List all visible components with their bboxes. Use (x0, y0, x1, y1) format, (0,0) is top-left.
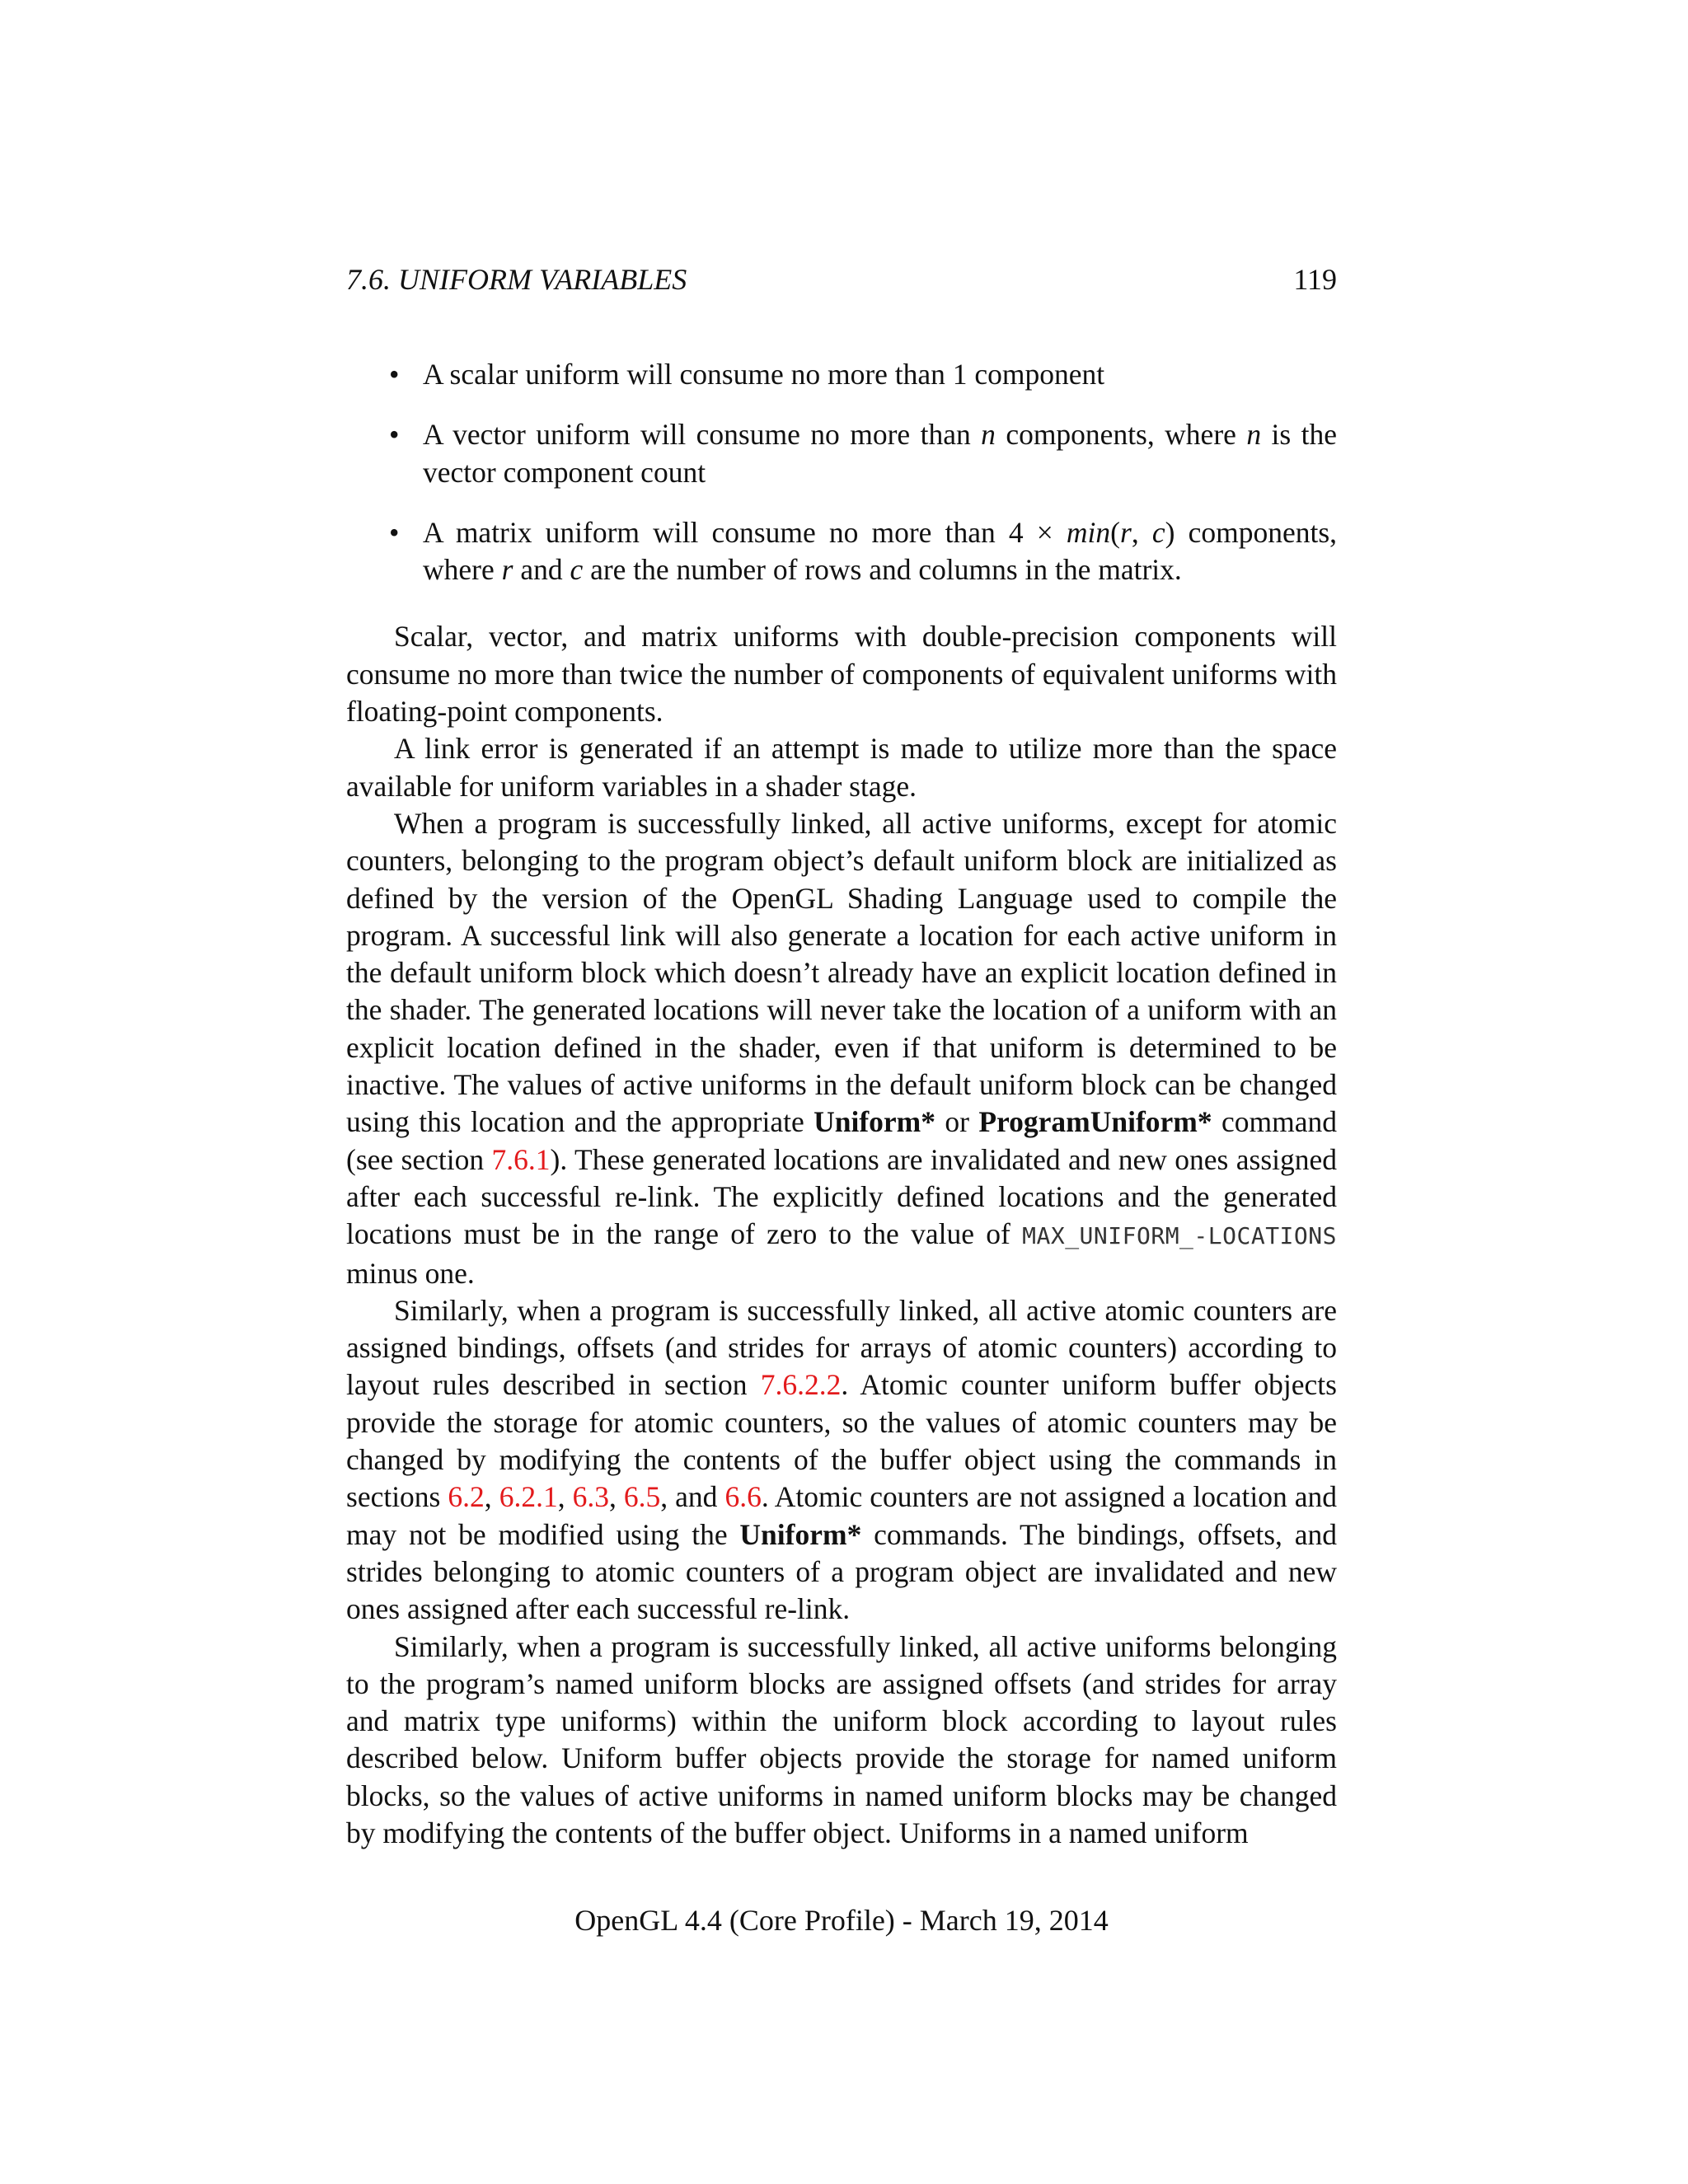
list-item: • A scalar uniform will consume no more than 1 component (346, 356, 1337, 393)
paragraph: Similarly, when a program is successfully linked, all active uniforms belonging to the program’s named uniform blocks are assigned offsets (and strides for array and matrix type uniforms) within the uniform block according to layout rules described below. Uniform buffer objects provide the storage for named uniform blocks, so the values of active uniforms in named uniform blocks may be changed by modifying the contents of the buffer object. Uniforms in a named uniform (346, 1629, 1337, 1849)
command-name: Uniform* (814, 1105, 936, 1139)
section-link[interactable]: 6.6 (724, 1480, 762, 1514)
body-text (346, 356, 1337, 1852)
constant-name: MAX_UNIFORM_-LOCATIONS (1022, 1222, 1337, 1250)
section-link[interactable]: 6.2.1 (499, 1480, 558, 1514)
paragraph: A link error is generated if an attempt is made to utilize more than the space available for uniform variables in a shader stage. (346, 732, 1337, 803)
paragraph: When a program is successfully linked, all active uniforms, except for atomic counters, belonging to the program object’s default uniform block are initialized as defined by the version of the OpenGL Shading Language used to compile the program. A successful link will also generate a location for each active uniform in the default uniform block which doesn’t already have an explicit location defined in the shader. The generated locations will never take the location of a uniform with an explicit location defined in the shader, even if that uniform is determined to be inactive. The values of active uniforms in the default uniform block can be changed using this location and the appropriate Uniform* or ProgramUniform* command (see section 7.6.1). These generated locations are invalidated and new ones assigned after each successful re-link. The explicitly defined locations and the generated locations must be in the range of zero to the value of MAX_UNIFORM_-LOCATIONS minus one. (346, 806, 1337, 1290)
section-link[interactable]: 6.3 (572, 1480, 609, 1514)
section-link[interactable]: 6.5 (623, 1480, 661, 1514)
paragraph: Scalar, vector, and matrix uniforms with double-precision components will consume no more than twice the number of components of equivalent uniforms with floating-point components. (346, 620, 1337, 729)
paragraph: Similarly, when a program is successfully linked, all active atomic counters are assigned bindings, offsets (and strides for arrays of atomic counters) according to layout rules described in section 7.6.2.2. Atomic counter uniform buffer objects provide the storage for atomic counters, so the values of atomic counters may be changed by modifying the contents of the buffer object using the commands in sections 6.2, 6.2.1, 6.3, 6.5, and 6.6. Atomic counters are not assigned a location and may not be modified using the Uniform* commands. The bindings, offsets, and strides belonging to atomic counters of a program object are invalidated and new ones assigned after each successful re-link. (346, 1293, 1338, 1626)
running-footer: OpenGL 4.4 (Core Profile) - March 19, 2014 (574, 1904, 1109, 1937)
bullet-list (346, 356, 1337, 588)
list-item: • A matrix uniform will consume no more than 4 × min(r, c) components, where r and c are the number of rows and columns in the matrix. (346, 514, 1337, 589)
command-name: ProgramUniform* (978, 1105, 1212, 1139)
list-item: • A vector uniform will consume no more than n components, where n is the vector component count (346, 416, 1337, 491)
section-link[interactable]: 7.6.1 (491, 1142, 551, 1176)
section-title: 7.6. UNIFORM VARIABLES (346, 263, 687, 296)
section-link[interactable]: 6.2 (448, 1480, 485, 1514)
running-header (346, 259, 1337, 300)
page-number: 119 (1293, 263, 1337, 296)
section-link[interactable]: 7.6.2.2 (760, 1368, 842, 1402)
command-name: Uniform* (739, 1517, 862, 1551)
